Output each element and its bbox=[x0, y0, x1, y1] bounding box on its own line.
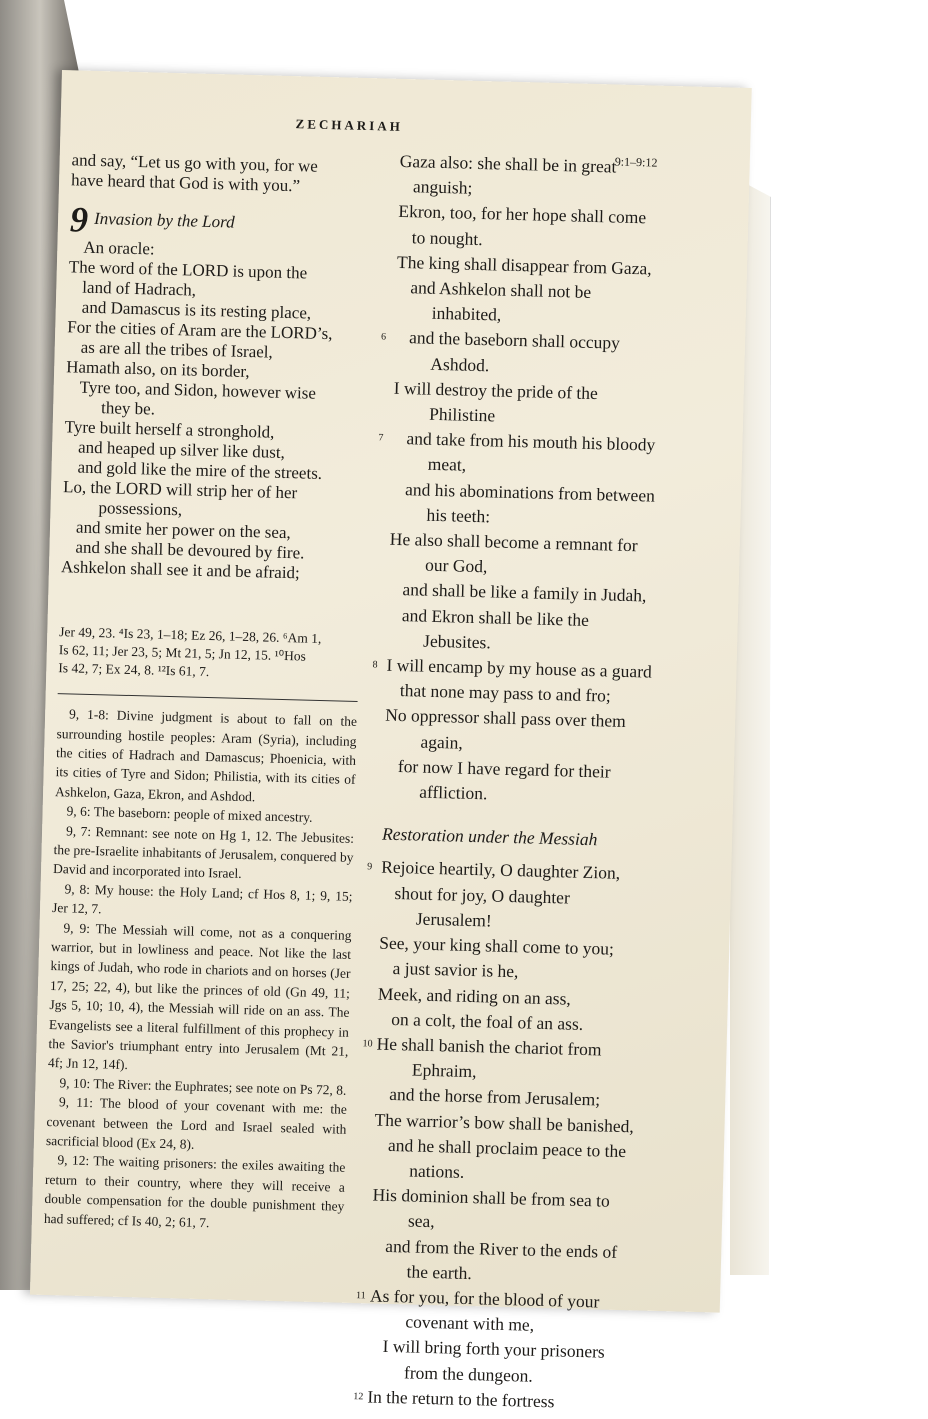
footnote: 9, 12: The waiting prisoners: the exiles awaiting the return to their country, where they will receive a double compensation for the double punishment they had suffered; cf Is 40, 2; 61, 7. bbox=[43, 1152, 346, 1230]
verse-line: and smite her power on the sea, bbox=[75, 517, 292, 543]
book-page bbox=[30, 70, 752, 1412]
reference-line: Is 42, 7; Ex 24, 8. ¹²Is 61, 7. bbox=[58, 660, 210, 680]
footnote: 9, 9: The Messiah will come, not as a conquering warrior, but in lowliness and peace. Not like the last kings of Judah, who rode in chariots and on horses (Jer 17, 25; 22, 4), but like the princes of old (Gn 49, 11; Jgs 5, 10; 10, 4), the Messiah will ride on an ass. The Evangelists see a literal fulfillment of this prophecy in the Savior's triumphant entry into Jerusalem (Mt 21, 4f; Jn 12, 14f). bbox=[47, 919, 352, 1073]
verse-line: Ashdod. bbox=[430, 353, 490, 375]
left-column bbox=[44, 150, 372, 1236]
verse-line: Tyre built herself a stronghold, bbox=[64, 417, 275, 442]
verse-line: affliction. bbox=[418, 781, 488, 804]
verse-line: anguish; bbox=[412, 176, 473, 198]
verse-line: on a colt, the foal of an ass. bbox=[391, 1008, 584, 1034]
verse-line: Meek, and riding on an ass, bbox=[377, 983, 572, 1009]
verse-line: and the horse from Jerusalem; bbox=[389, 1084, 601, 1110]
verse-line: Ekron, too, for her hope shall come bbox=[398, 201, 647, 228]
verse-line: I will bring forth your prisoners bbox=[382, 1336, 606, 1362]
footnote: 9, 1-8: Divine judgment is about to fall on the surrounding hostile peoples: Aram (Syria), including the cities of Hadrach and Damascus; Phoenicia, with its cities of Tyre and Sidon; Philistia, with its cities of Ashkelon, Gaza, Ekron, and Ashdod. bbox=[54, 706, 358, 805]
verse-line: again, bbox=[420, 731, 464, 753]
verse-line: I will encamp by my house as a guard bbox=[386, 654, 653, 682]
verse-line: and heaped up silver like dust, bbox=[77, 437, 286, 463]
verse-line: Jebusites. bbox=[422, 630, 492, 653]
reference-line: Jer 49, 23. ⁴Is 23, 1–18; Ez 26, 1–28, 26. ⁶Am 1, bbox=[59, 624, 322, 647]
verse-line: to nought. bbox=[411, 226, 483, 249]
verse-line: and take from his mouth his bloody bbox=[406, 428, 656, 455]
verse-line: inhabited, bbox=[431, 302, 502, 325]
verse-line: Rejoice heartily, O daughter Zion, bbox=[380, 857, 621, 884]
verse-number: 6 bbox=[380, 331, 387, 343]
verse-line: and his abominations from between bbox=[404, 478, 656, 506]
verse-line: The warrior’s bow shall be banished, bbox=[374, 1109, 635, 1136]
footnote: 9, 7: Remnant: see note on Hg 1, 12. The Jebusites: the pre-Israelite inhabitants of Jerusalem, conquered by David and incorporated into Israel. bbox=[52, 822, 355, 882]
footnote: 9, 10: The River: the Euphrates; see note on Ps 72, 8. bbox=[59, 1075, 347, 1098]
verse-number: 8 bbox=[372, 659, 378, 671]
verse-line: An oracle: bbox=[83, 237, 155, 259]
cross-references bbox=[58, 623, 359, 685]
verse-line: and Ekron shall be like the bbox=[401, 604, 590, 630]
verse-line: that none may pass to and fro; bbox=[399, 680, 612, 706]
verse-line: His dominion shall be from sea to bbox=[372, 1184, 611, 1211]
verse-line: He shall banish the chariot from bbox=[376, 1033, 602, 1060]
verse-line: his teeth: bbox=[426, 504, 491, 527]
divider bbox=[58, 693, 358, 702]
verse-line: the earth. bbox=[406, 1261, 473, 1283]
verse-line: I will destroy the pride of the bbox=[393, 377, 599, 403]
verse-line: As for you, for the blood of your bbox=[369, 1285, 600, 1312]
verse-line: Lo, the LORD will strip her of her bbox=[62, 477, 298, 503]
verse-line: Ashkelon shall see it and be afraid; bbox=[60, 557, 301, 583]
verse-line: In the return to the fortress bbox=[367, 1386, 555, 1412]
verse-line: meat, bbox=[427, 454, 467, 476]
section-heading-restoration: Restoration under the Messiah bbox=[381, 823, 598, 850]
verse-line: a just savior is he, bbox=[392, 958, 519, 982]
verse-line: See, your king shall come to you; bbox=[379, 932, 615, 959]
verse-line: Gaza also: she shall be in great bbox=[399, 150, 617, 177]
verse-number: 9 bbox=[367, 861, 373, 873]
verse-range: 9:1–9:12 bbox=[614, 154, 658, 170]
verse-line: Ephraim, bbox=[411, 1059, 477, 1082]
verse-line: and Damascus is its resting place, bbox=[81, 297, 312, 323]
footnotes bbox=[44, 704, 358, 1236]
verse-line: and he shall proclaim peace to the bbox=[387, 1134, 627, 1161]
verse-number: 11 bbox=[355, 1290, 366, 1302]
verse-line: nations. bbox=[409, 1160, 465, 1182]
verse-line: from the dungeon. bbox=[403, 1361, 534, 1386]
verse-line: He also shall become a remnant for bbox=[389, 528, 638, 556]
verse-line: shout for joy, O daughter bbox=[394, 882, 571, 908]
text-line: have heard that God is with you.” bbox=[70, 170, 301, 196]
footnote: 9, 6: The baseborn: people of mixed ancestry. bbox=[66, 803, 313, 825]
verse-line: Hamath also, on its border, bbox=[65, 357, 250, 382]
verse-line: Jerusalem! bbox=[415, 908, 492, 931]
verse-line: For the cities of Aram are the LORD’s, bbox=[67, 317, 333, 344]
running-head: ZECHARIAH bbox=[295, 116, 404, 134]
verse-line: and she shall be devoured by fire. bbox=[75, 537, 305, 563]
verse-line: and shall be like a family in Judah, bbox=[402, 579, 647, 606]
verse-line: and gold like the mire of the streets. bbox=[77, 457, 323, 484]
verse-line: sea, bbox=[407, 1210, 435, 1232]
verse-line: The word of the LORD is upon the bbox=[68, 257, 308, 283]
verse-line: as are all the tribes of Israel, bbox=[80, 337, 274, 362]
text-line: and say, “Let us go with you, for we bbox=[71, 150, 319, 176]
verse-line: for now I have regard for their bbox=[397, 755, 611, 782]
verse-line: Tyre too, and Sidon, however wise bbox=[79, 377, 317, 403]
verse-number: 7 bbox=[378, 432, 384, 444]
footnote: 9, 8: My house: the Holy Land; cf Hos 8, 1; 9, 15; Jer 12, 7. bbox=[51, 881, 353, 917]
verse-line: covenant with me, bbox=[405, 1311, 535, 1335]
verse-line: and Ashkelon shall not be bbox=[410, 277, 592, 302]
chapter-number: 9 bbox=[69, 199, 89, 240]
verse-line: and from the River to the ends of bbox=[385, 1235, 618, 1262]
verse-line: land of Hadrach, bbox=[82, 277, 197, 300]
verse-number: 10 bbox=[362, 1038, 373, 1050]
verse-line: possessions, bbox=[98, 498, 183, 520]
verse-number: 12 bbox=[353, 1390, 364, 1403]
verse-line: and the baseborn shall occupy bbox=[408, 327, 621, 354]
verse-line: No oppressor shall pass over them bbox=[384, 705, 626, 732]
verse-line: The king shall disappear from Gaza, bbox=[396, 251, 652, 279]
reference-line: Is 62, 11; Jer 23, 5; Mt 21, 5; Jn 12, 15. ¹⁰Hos bbox=[58, 642, 307, 664]
footnote: 9, 11: The blood of your covenant with me: the covenant between the Lord and Israel sealed with sacrificial blood (Ex 24, 8). bbox=[45, 1094, 348, 1152]
right-column bbox=[353, 149, 740, 1418]
verse-line: our God, bbox=[424, 554, 488, 577]
section-heading: 9 Invasion by the Lord bbox=[69, 199, 235, 240]
verse-line: Philistine bbox=[428, 403, 496, 426]
verse-line: they be. bbox=[100, 398, 156, 419]
